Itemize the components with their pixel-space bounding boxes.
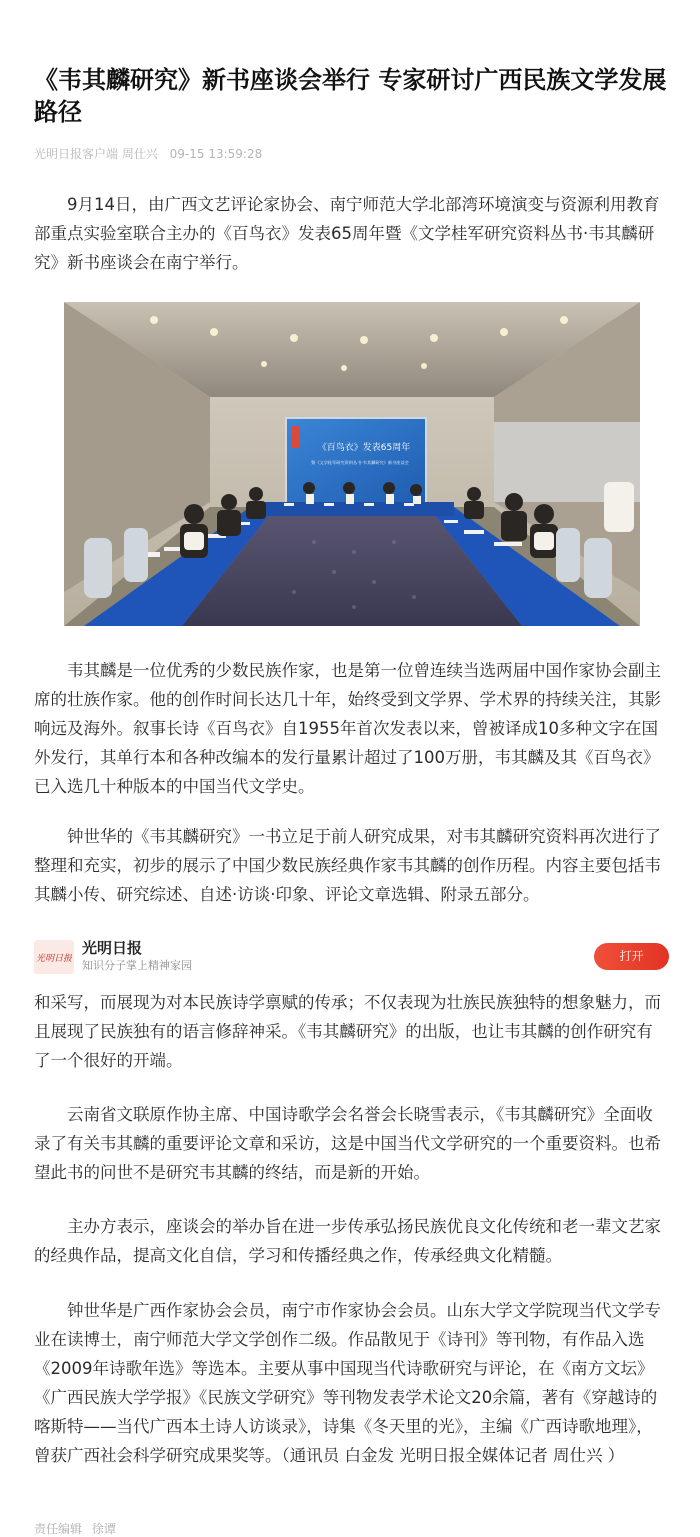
paragraph-7: 钟世华是广西作家协会会员，南宁市作家协会会员。山东大学文学院现当代文学专业在读博士，南宁师范大学文学创作二级。作品散见于《诗刊》等刊物，有作品入选《2009年诗歌年选》等选本。主要从事中国现当代诗歌研究与评论，在《南方文坛》《广西民族大学学报》《民族文学研究》等刊物发表学术论文20余篇，著有《穿越诗的喀斯特——当代广西本土诗人访谈录》，诗集《冬天里的光》，主编《广西诗歌地理》，曾获广西社会科学研究成果奖等。（通讯员 白金发 光明日报全媒体记者 周仕兴 ）	[34, 1301, 661, 1465]
paragraph-1: 9月14日，由广西文艺评论家协会、南宁师范大学北部湾环境演变与资源利用教育部重点实验室联合主办的《百鸟衣》发表65周年暨《文学桂军研究资料丛书·韦其麟研究》新书座谈会在南宁举行。	[34, 195, 660, 272]
open-app-button[interactable]: 打开	[594, 943, 669, 970]
article-meta	[34, 146, 262, 162]
meeting-photo	[64, 302, 640, 626]
article-source: 光明日报客户端 周仕兴	[34, 147, 158, 161]
newspaper-logo-icon	[34, 940, 74, 974]
article-title: 《韦其麟研究》新书座谈会举行 专家研讨广西民族文学发展路径	[34, 66, 667, 126]
promo-slogan: 知识分子掌上精神家园	[82, 959, 192, 972]
paragraph-4: 和采写，而展现为对本民族诗学禀赋的传承；不仅表现为壮族民族独特的想象魅力，而且展现了民族独有的语言修辞神采。《韦其麟研究》的出版，也让韦其麟的创作研究有了一个很好的开端。	[34, 993, 661, 1070]
paragraph-6: 主办方表示，座谈会的举办旨在进一步传承弘扬民族优良文化传统和老一辈文艺家的经典作品，提高文化自信，学习和传播经典之作，传承经典文化精髓。	[34, 1217, 661, 1265]
paragraph-2: 韦其麟是一位优秀的少数民族作家，也是第一位曾连续当选两届中国作家协会副主席的壮族作家。他的创作时间长达几十年，始终受到文学界、学术界的持续关注，其影响远及海外。叙事长诗《百鸟衣》自1955年首次发表以来，曾被译成10多种文字在国外发行，其单行本和各种改编本的发行量累计超过了100万册，韦其麟及其《百鸟衣》已入选几十种版本的中国当代文学史。	[34, 661, 661, 796]
photo-screen-title: 《百鸟衣》发表65周年	[317, 443, 411, 453]
editor-name: 徐谭	[91, 1522, 116, 1536]
logo-text: 光明日报	[36, 954, 72, 964]
article-time: 09-15 13:59:28	[169, 147, 263, 161]
editor-label: 责任编辑	[34, 1522, 83, 1536]
photo-screen-subtitle: 暨《文学桂军研究资料丛书·韦其麟研究》新书座谈会	[311, 460, 409, 465]
promo-app-name: 光明日报	[82, 939, 143, 957]
paragraph-5: 云南省文联原作协主席、中国诗歌学会名誉会长晓雪表示，《韦其麟研究》全面收录了有关韦其麟的重要评论文章和采访，这是中国当代文学研究的一个重要资料。也希望此书的问世不是研究韦其麟的终结，而是新的开始。	[34, 1105, 661, 1182]
editor-credit	[34, 1521, 116, 1537]
paragraph-3: 钟世华的《韦其麟研究》一书立足于前人研究成果，对韦其麟研究资料再次进行了整理和充实，初步的展示了中国少数民族经典作家韦其麟的创作历程。内容主要包括韦其麟小传、研究综述、自述·访谈·印象、评论文章选辑、附录五部分。	[34, 827, 661, 904]
